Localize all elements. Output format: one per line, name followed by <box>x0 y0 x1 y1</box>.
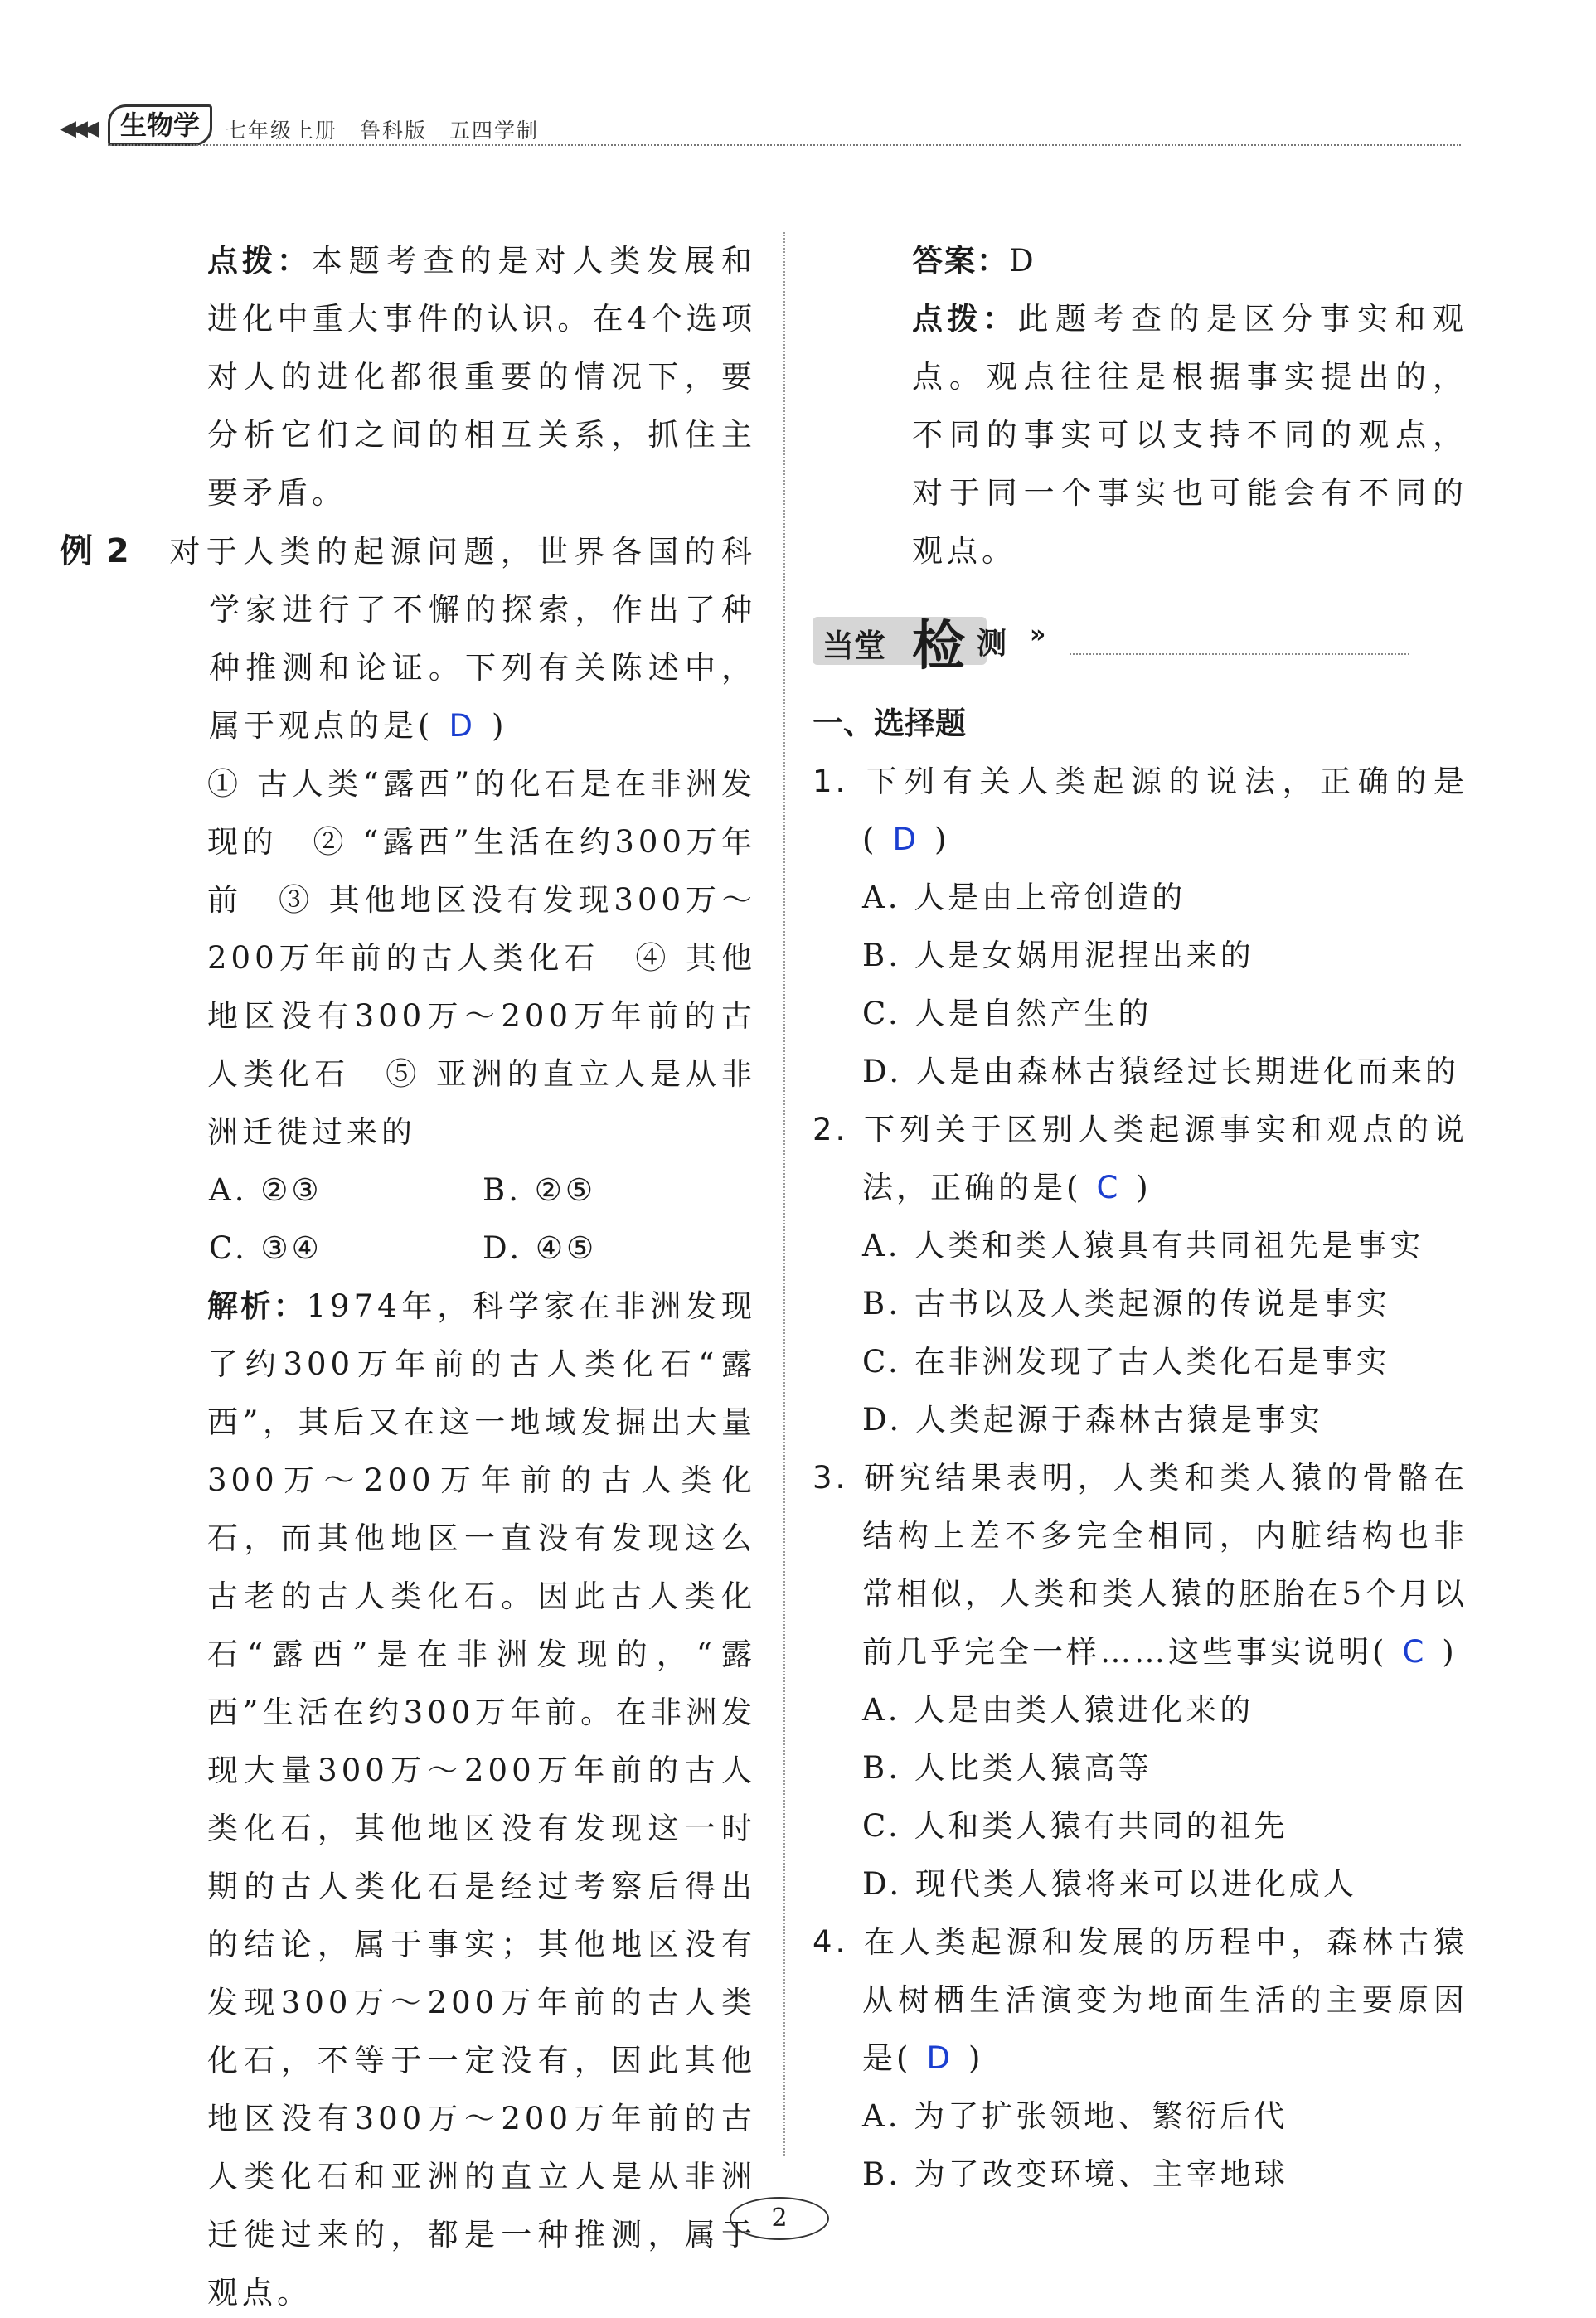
option: A. 人类和类人猿具有共同祖先是事实 <box>862 1228 1424 1263</box>
section-rule <box>1070 653 1409 655</box>
tip-text-2: 此题考查的是区分事实和观点。观点往往是根据事实提出的，不同的事实可以支持不同的观点，对于同一个事实也可能会有不同的观点。 <box>912 301 1467 569</box>
answer-label: 答案： <box>912 243 1009 279</box>
example-options-row-1 <box>60 1161 756 1220</box>
analysis-label: 解析： <box>207 1288 307 1324</box>
question-2: 2. 下列关于区别人类起源事实和观点的说法，正确的是( C ) A. 人类和类人猿具有共同祖先是事实 B. 古书以及人类起源的传说是事实 C. 在非洲发现了古人类化石是事实 D. 人类起源于森林古猿是事实 <box>813 1101 1467 1449</box>
book-meta: 七年级上册 鲁科版 五四学制 <box>226 119 540 143</box>
answer-line <box>813 232 1467 290</box>
option-d: D. ④⑤ <box>483 1230 598 1266</box>
header-arrows-icon: ◀◀◀ <box>60 116 95 141</box>
option: C. 人是自然产生的 <box>862 996 1152 1031</box>
answer-mark: D <box>892 822 919 857</box>
answer-mark: C <box>1096 1170 1122 1205</box>
page-number: 2 <box>730 2197 829 2240</box>
question-1: 1. 下列有关人类起源的说法，正确的是( D ) A. 人是由上帝创造的 B. 人是女娲用泥捏出来的 C. 人是自然产生的 D. 人是由森林古猿经过长期进化而来的 <box>813 753 1467 1101</box>
subhead-multiple-choice: 一、选择题 <box>813 706 966 741</box>
option-c: C. ③④ <box>209 1230 323 1266</box>
option: B. 古书以及人类起源的传说是事实 <box>862 1286 1390 1321</box>
option: B. 为了改变环境、主宰地球 <box>862 2156 1288 2192</box>
option: D. 人是由森林古猿经过长期进化而来的 <box>862 1054 1459 1089</box>
page-header <box>60 104 1461 146</box>
example-answer: D <box>449 708 477 744</box>
option-a: A. ②③ <box>209 1172 323 1208</box>
column-divider <box>783 232 785 2156</box>
example-statements: ① 古人类“露西”的化石是在非洲发现的 ② “露西”生活在约300万年前 ③ 其他地区没有发现300万～200万年前的古人类化石 ④ 其他地区没有300万～200万年前的古人类化石 ⑤ 亚洲的直立人是从非洲迁徙过来的 <box>207 766 756 1150</box>
tip-paragraph <box>60 232 756 522</box>
left-column <box>60 232 756 2318</box>
option: A. 为了扩张领地、繁衍后代 <box>862 2098 1288 2134</box>
option: C. 人和类人猿有共同的祖先 <box>862 1808 1288 1844</box>
question-4: 4. 在人类起源和发展的历程中，森林古猿从树栖生活演变为地面生活的主要原因是( D ) A. 为了扩张领地、繁衍后代 B. 为了改变环境、主宰地球 <box>813 1913 1467 2204</box>
option: B. 人比类人猿高等 <box>862 1750 1152 1786</box>
right-column <box>813 232 1467 2204</box>
header-rule <box>108 144 1461 146</box>
question-3: 3. 研究结果表明，人类和类人猿的骨骼在结构上差不多完全相同，内脏结构也非常相似，人类和类人猿的胚胎在5个月以前几乎完全一样……这些事实说明( C ) A. 人是由类人猿进化来的 B. 人比类人猿高等 C. 人和类人猿有共同的祖先 D. 现代类人猿将来可以进化成人 <box>813 1449 1467 1913</box>
tip-text: 本题考查的是对人类发展和进化中重大事件的认识。在4个选项对人的进化都很重要的情况下，要分析它们之间的相互关系，抓住主要矛盾。 <box>207 243 757 511</box>
example-options-row-2 <box>60 1220 756 1278</box>
example-2-stem: 例 2 对于人类的起源问题，世界各国的科学家进行了不懈的探索，作出了种种推测和论证。下列有关陈述中，属于观点的是( D ) <box>60 522 756 755</box>
answer-mark: D <box>926 2040 953 2076</box>
option: B. 人是女娲用泥捏出来的 <box>862 938 1254 973</box>
tip-label-2: 点拨： <box>912 301 1018 337</box>
tip-paragraph-2 <box>813 290 1467 580</box>
option-b: B. ②⑤ <box>483 1172 597 1208</box>
option: A. 人是由类人猿进化来的 <box>862 1692 1254 1728</box>
analysis-paragraph <box>60 1278 756 2318</box>
tip-label: 点拨： <box>207 243 312 279</box>
option: C. 在非洲发现了古人类化石是事实 <box>862 1344 1390 1380</box>
section-title-in-class-test: 当堂 检 测 » <box>813 604 1467 678</box>
answer-mark: C <box>1402 1634 1428 1670</box>
option: A. 人是由上帝创造的 <box>862 880 1186 915</box>
example-label: 例 2 <box>60 532 130 570</box>
answer-value: D <box>1009 243 1038 279</box>
double-chevron-icon: » <box>1030 620 1046 649</box>
option: D. 现代类人猿将来可以进化成人 <box>862 1866 1357 1902</box>
subject-badge: 生物学 <box>108 104 212 146</box>
analysis-text: 1974年，科学家在非洲发现了约300万年前的古人类化石“露西”，其后又在这一地域发掘出大量300万～200万年前的古人类化石，而其他地区一直没有发现这么古老的古人类化石。因此古人类化石“露西”是在非洲发现的，“露西”生活在约300万年前。在非洲发现大量300万～200万年前的古人类化石，其他地区没有发现这一时期的古人类化石是经过考察后得出的结论，属于事实；其他地区没有发现300万～200万年前的古人类化石，不等于一定没有，因此其他地区没有300万～200万年前的古人类化石和亚洲的直立人是从非洲迁徙过来的，都是一种推测，属于观点。 <box>207 1288 756 2311</box>
option: D. 人类起源于森林古猿是事实 <box>862 1402 1323 1438</box>
